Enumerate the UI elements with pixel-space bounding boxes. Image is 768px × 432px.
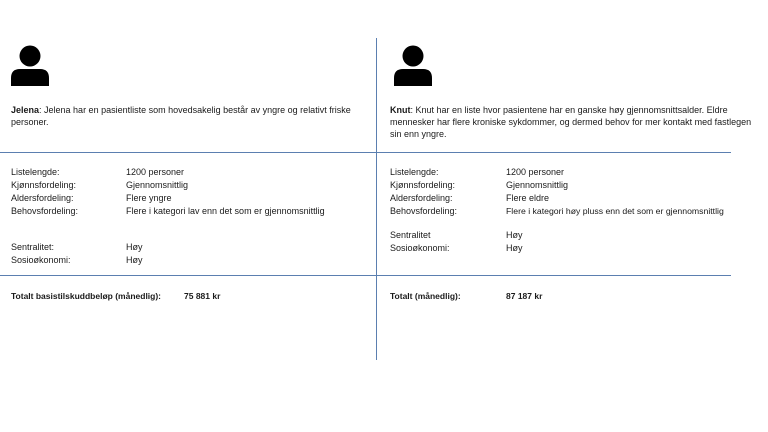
row-label: Listelengde:: [11, 167, 60, 177]
row-label: Kjønnsfordeling:: [390, 180, 456, 190]
row-label: Behovsfordeling:: [11, 206, 79, 216]
row-label: Listelengde:: [390, 167, 439, 177]
jelena-total-label: Totalt basistilskuddbeløp (månedlig):: [11, 291, 162, 301]
row-label: Sosioøkonomi:: [11, 255, 71, 265]
row-value: Gjennomsnittlig: [506, 180, 569, 190]
row-value: 1200 personer: [506, 167, 565, 177]
jelena-name: Jelena: [11, 105, 40, 115]
knut-total-label: Totalt (månedlig):: [390, 291, 461, 301]
row-label: Aldersfordeling:: [390, 193, 453, 203]
person-icon: [393, 44, 433, 86]
knut-description: [390, 104, 752, 140]
row-value: Flere eldre: [506, 193, 550, 203]
horizontal-divider-top: [0, 152, 731, 153]
row-value: Flere i kategori høy pluss enn det som er gjennomsnittlig: [506, 206, 724, 216]
row-value: Høy: [506, 230, 523, 240]
jelena-total-value: 75 881 kr: [184, 291, 221, 301]
row-label: Sentralitet: [390, 230, 431, 240]
row-label: Aldersfordeling:: [11, 193, 74, 203]
row-value: Gjennomsnittlig: [126, 180, 189, 190]
row-value: 1200 personer: [126, 167, 185, 177]
person-icon: [10, 44, 50, 86]
row-label: Sosioøkonomi:: [390, 243, 450, 253]
row-label: Kjønnsfordeling:: [11, 180, 77, 190]
row-value: Høy: [506, 243, 523, 253]
jelena-description: [11, 104, 363, 128]
row-value: Flere yngre: [126, 193, 172, 203]
row-label: Behovsfordeling:: [390, 206, 458, 216]
knut-name: Knut: [390, 105, 411, 115]
horizontal-divider-bottom: [0, 275, 731, 276]
row-value: Høy: [126, 242, 143, 252]
vertical-divider: [376, 38, 377, 360]
jelena-description-text: : Jelena har en pasientliste som hovedsakelig består av yngre og relativt friske personer.: [11, 105, 351, 127]
row-value: Høy: [126, 255, 143, 265]
row-label: Sentralitet:: [11, 242, 55, 252]
row-value: Flere i kategori lav enn det som er gjennomsnittlig: [126, 206, 325, 216]
knut-description-text: : Knut har en liste hvor pasientene har en ganske høy gjennomsnittsalder. Eldre mennesker har flere kroniske sykdommer, og dermed behov for mer kontakt med fastlegen sin enn yngre.: [390, 105, 752, 139]
knut-total-value: 87 187 kr: [506, 291, 543, 301]
